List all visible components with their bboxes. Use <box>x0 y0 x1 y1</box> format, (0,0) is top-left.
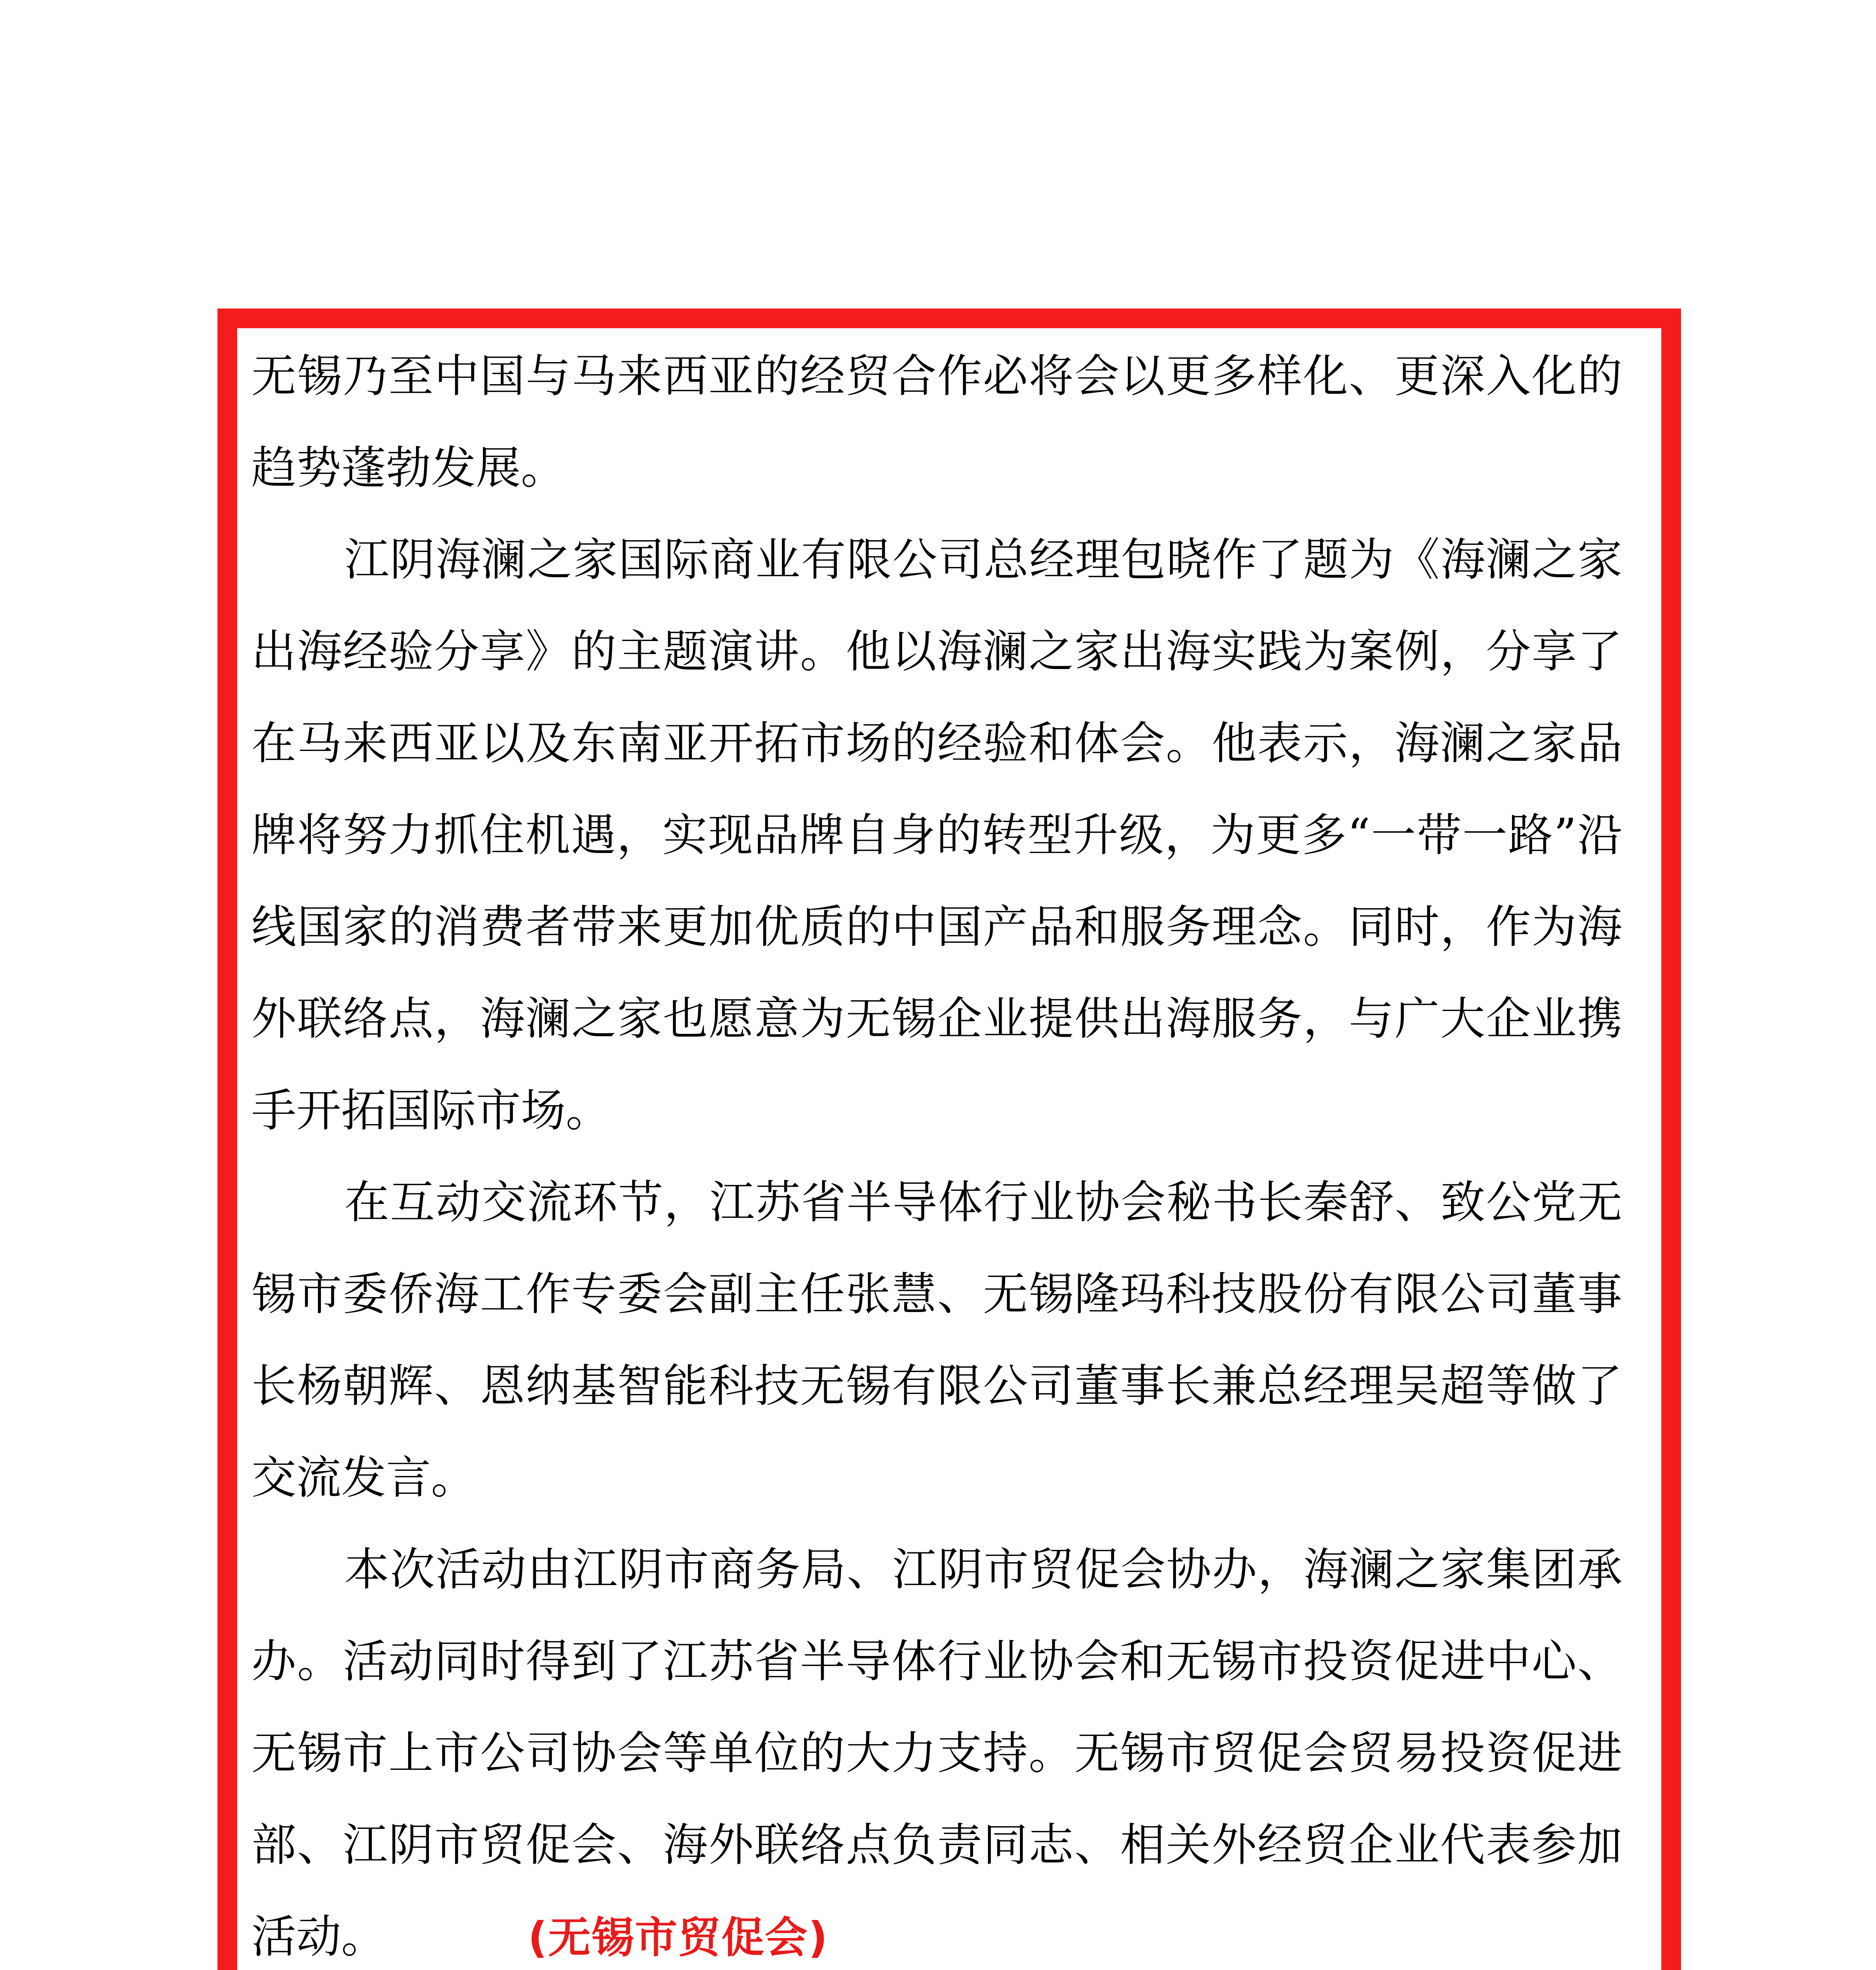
paragraph-4-text: 本次活动由江阴市商务局、江阴市贸促会协办，海澜之家集团承办。活动同时得到了江苏省半导体行业协会和无锡市投资促进中心、无锡市上市公司协会等单位的大力支持。无锡市贸促会贸易投资促进部、江阴市贸促会、海外联络点负责同志、相关外经贸企业代表参加活动。 <box>251 1543 1622 1963</box>
paragraph-3: 在互动交流环节，江苏省半导体行业协会秘书长秦舒、致公党无锡市委侨海工作专委会副主任张慧、无锡隆玛科技股份有限公司董事长杨朝辉、恩纳基智能科技无锡有限公司董事长兼总经理吴超等做了交流发言。 <box>251 1176 1622 1504</box>
article-body <box>251 330 1622 1970</box>
source-signature: (无锡市贸促会) <box>528 1913 828 1963</box>
paragraph-4 <box>251 1524 1622 1970</box>
paragraph-2: 江阴海澜之家国际商业有限公司总经理包晓作了题为《海澜之家出海经验分享》的主题演讲。他以海澜之家出海实践为案例，分享了在马来西亚以及东南亚开拓市场的经验和体会。他表示，海澜之家品牌将努力抓住机遇，实现品牌自身的转型升级，为更多“一带一路”沿线国家的消费者带来更加优质的中国产品和服务理念。同时，作为海外联络点，海澜之家也愿意为无锡企业提供出海服务，与广大企业携手开拓国际市场。 <box>251 533 1622 1137</box>
paragraph-1: 无锡乃至中国与马来西亚的经贸合作必将会以更多样化、更深入化的趋势蓬勃发展。 <box>251 350 1622 494</box>
